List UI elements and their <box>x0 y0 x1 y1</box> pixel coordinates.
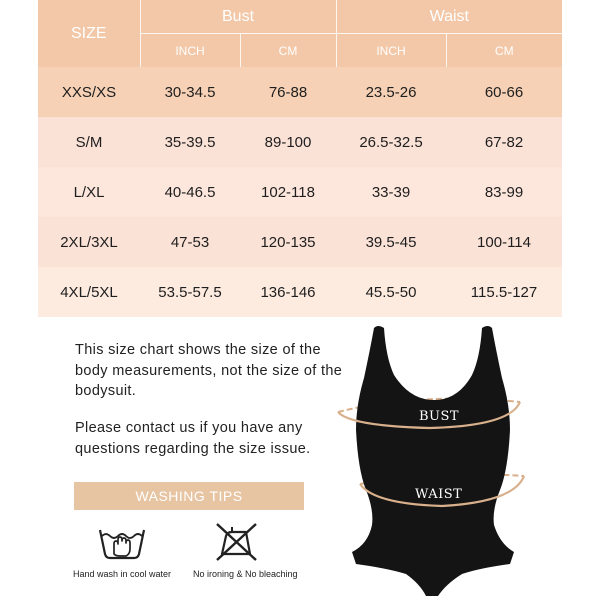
waist-cm-cell: 60-66 <box>484 83 524 101</box>
size-chart-table <box>38 0 562 317</box>
table-row <box>38 217 562 267</box>
table-row <box>38 167 562 217</box>
bust-cm-cell: 76-88 <box>268 83 308 101</box>
waist-cm-header: CM <box>494 43 514 58</box>
waist-inch-cell: 45.5-50 <box>365 283 417 301</box>
size-cell: XXS/XS <box>61 83 117 101</box>
bust-inch-cell: 35-39.5 <box>164 133 216 151</box>
bust-cm-cell: 120-135 <box>260 233 316 251</box>
no-iron-no-bleach-icon <box>212 520 260 564</box>
table-row <box>38 117 562 167</box>
hand-wash-icon <box>96 520 148 564</box>
bust-inch-cell: 40-46.5 <box>164 183 216 201</box>
size-cell: L/XL <box>73 183 105 201</box>
bust-inch-cell: 53.5-57.5 <box>158 283 222 301</box>
bust-cm-cell: 89-100 <box>264 133 312 151</box>
measurement-note: This size chart shows the size of the body measurements, not the size of the bodysuit. <box>75 342 343 399</box>
contact-note: Please contact us if you have any questions regarding the size issue. <box>75 420 311 457</box>
bust-header: Bust <box>140 0 336 34</box>
bust-inch-header: INCH <box>140 34 240 68</box>
waist-cm-cell: 115.5-127 <box>470 283 538 301</box>
waist-label: WAIST <box>415 487 463 502</box>
size-cell: 2XL/3XL <box>60 233 118 251</box>
waist-header: Waist <box>336 0 562 34</box>
waist-inch-cell: 39.5-45 <box>365 233 417 251</box>
waist-cm-cell: 83-99 <box>484 183 524 201</box>
waist-inch-cell: 33-39 <box>371 183 411 201</box>
header-row <box>38 0 562 34</box>
bust-cm-header: CM <box>240 34 336 68</box>
bust-cm-cell: 102-118 <box>261 183 315 201</box>
waist-inch-cell: 23.5-26 <box>365 83 417 101</box>
no-iron-caption: No ironing & No bleaching <box>193 569 298 579</box>
hand-wash-caption: Hand wash in cool water <box>73 569 172 579</box>
bust-inch-cell: 30-34.5 <box>164 83 216 101</box>
table-row <box>38 67 562 117</box>
bodysuit-image <box>330 320 550 600</box>
waist-cm-cell: 67-82 <box>484 133 524 151</box>
bust-cm-cell: 136-146 <box>260 283 316 301</box>
washing-tips-banner: WASHING TIPS <box>74 482 304 510</box>
size-cell: 4XL/5XL <box>60 283 118 301</box>
waist-inch-header: INCH <box>336 34 446 68</box>
table-row <box>38 267 562 317</box>
size-header: SIZE <box>38 0 140 67</box>
bust-label: BUST <box>419 409 460 424</box>
bust-inch-cell: 47-53 <box>170 233 210 251</box>
waist-cm-cell: 100-114 <box>477 233 531 251</box>
size-cell: S/M <box>75 133 103 151</box>
bodysuit-shape <box>352 326 514 596</box>
waist-inch-cell: 26.5-32.5 <box>359 133 423 151</box>
